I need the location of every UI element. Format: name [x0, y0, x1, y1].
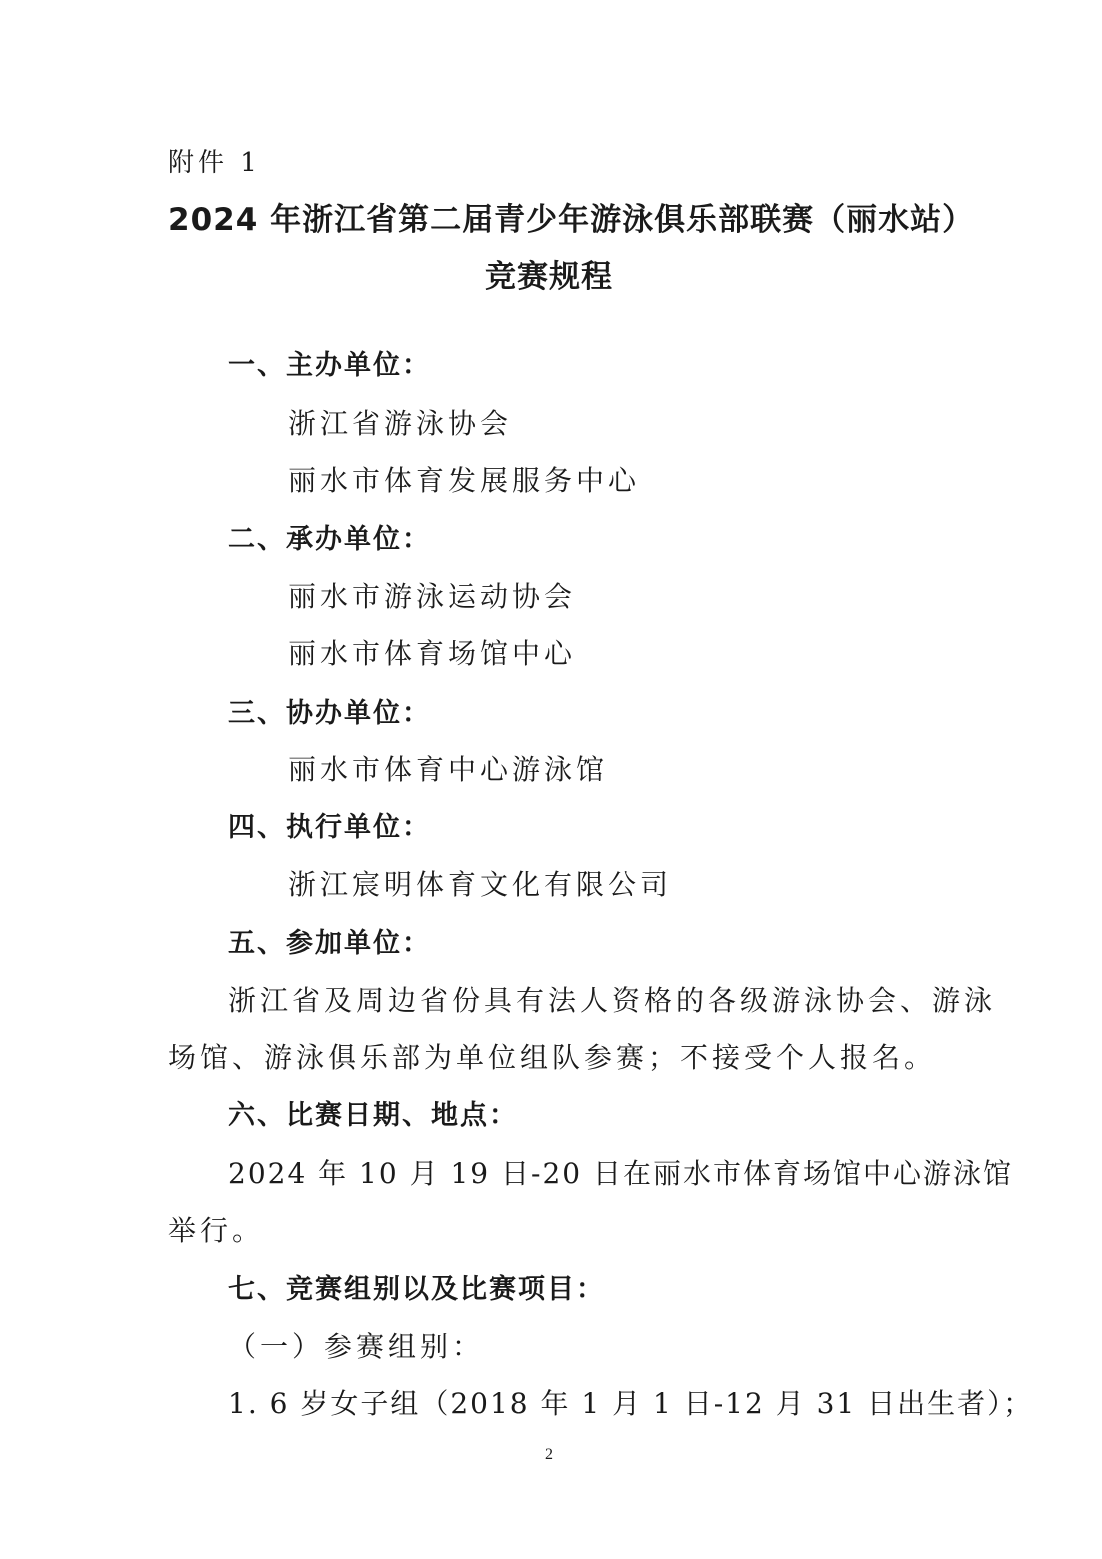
host-item: 丽水市体育场馆中心	[288, 637, 577, 670]
organizer-item: 丽水市体育发展服务中心	[288, 464, 641, 497]
executor-item: 浙江宸明体育文化有限公司	[288, 868, 673, 901]
host-item: 丽水市游泳运动协会	[288, 580, 577, 613]
date-venue-text-line2: 举行。	[168, 1214, 265, 1247]
document-title-line1: 2024 年浙江省第二届青少年游泳俱乐部联赛（丽水站）	[168, 202, 975, 238]
group-item: 1. 6 岁女子组（2018 年 1 月 1 日-12 月 31 日出生者）；	[228, 1387, 1034, 1420]
document-title-line2: 竞赛规程	[485, 259, 613, 295]
section-heading-date-venue: 六、比赛日期、地点：	[228, 1100, 518, 1131]
section-heading-executor: 四、执行单位：	[228, 812, 431, 843]
co-organizer-item: 丽水市体育中心游泳馆	[288, 753, 609, 786]
organizer-item: 浙江省游泳协会	[288, 407, 513, 440]
section-heading-participants: 五、参加单位：	[228, 928, 431, 959]
groups-subheading: （一）参赛组别：	[228, 1330, 485, 1363]
participants-text-line2: 场馆、游泳俱乐部为单位组队参赛；不接受个人报名。	[168, 1041, 937, 1074]
section-heading-groups-events: 七、竞赛组别以及比赛项目：	[228, 1274, 605, 1305]
date-venue-text-line1: 2024 年 10 月 19 日-20 日在丽水市体育场馆中心游泳馆	[228, 1157, 1014, 1190]
page-number: 2	[545, 1446, 553, 1463]
attachment-label: 附件 1	[168, 148, 261, 178]
section-heading-co-organizer: 三、协办单位：	[228, 698, 431, 729]
section-heading-organizer: 一、主办单位：	[228, 350, 431, 381]
section-heading-host: 二、承办单位：	[228, 524, 431, 555]
participants-text-line1: 浙江省及周边省份具有法人资格的各级游泳协会、游泳	[228, 984, 997, 1017]
